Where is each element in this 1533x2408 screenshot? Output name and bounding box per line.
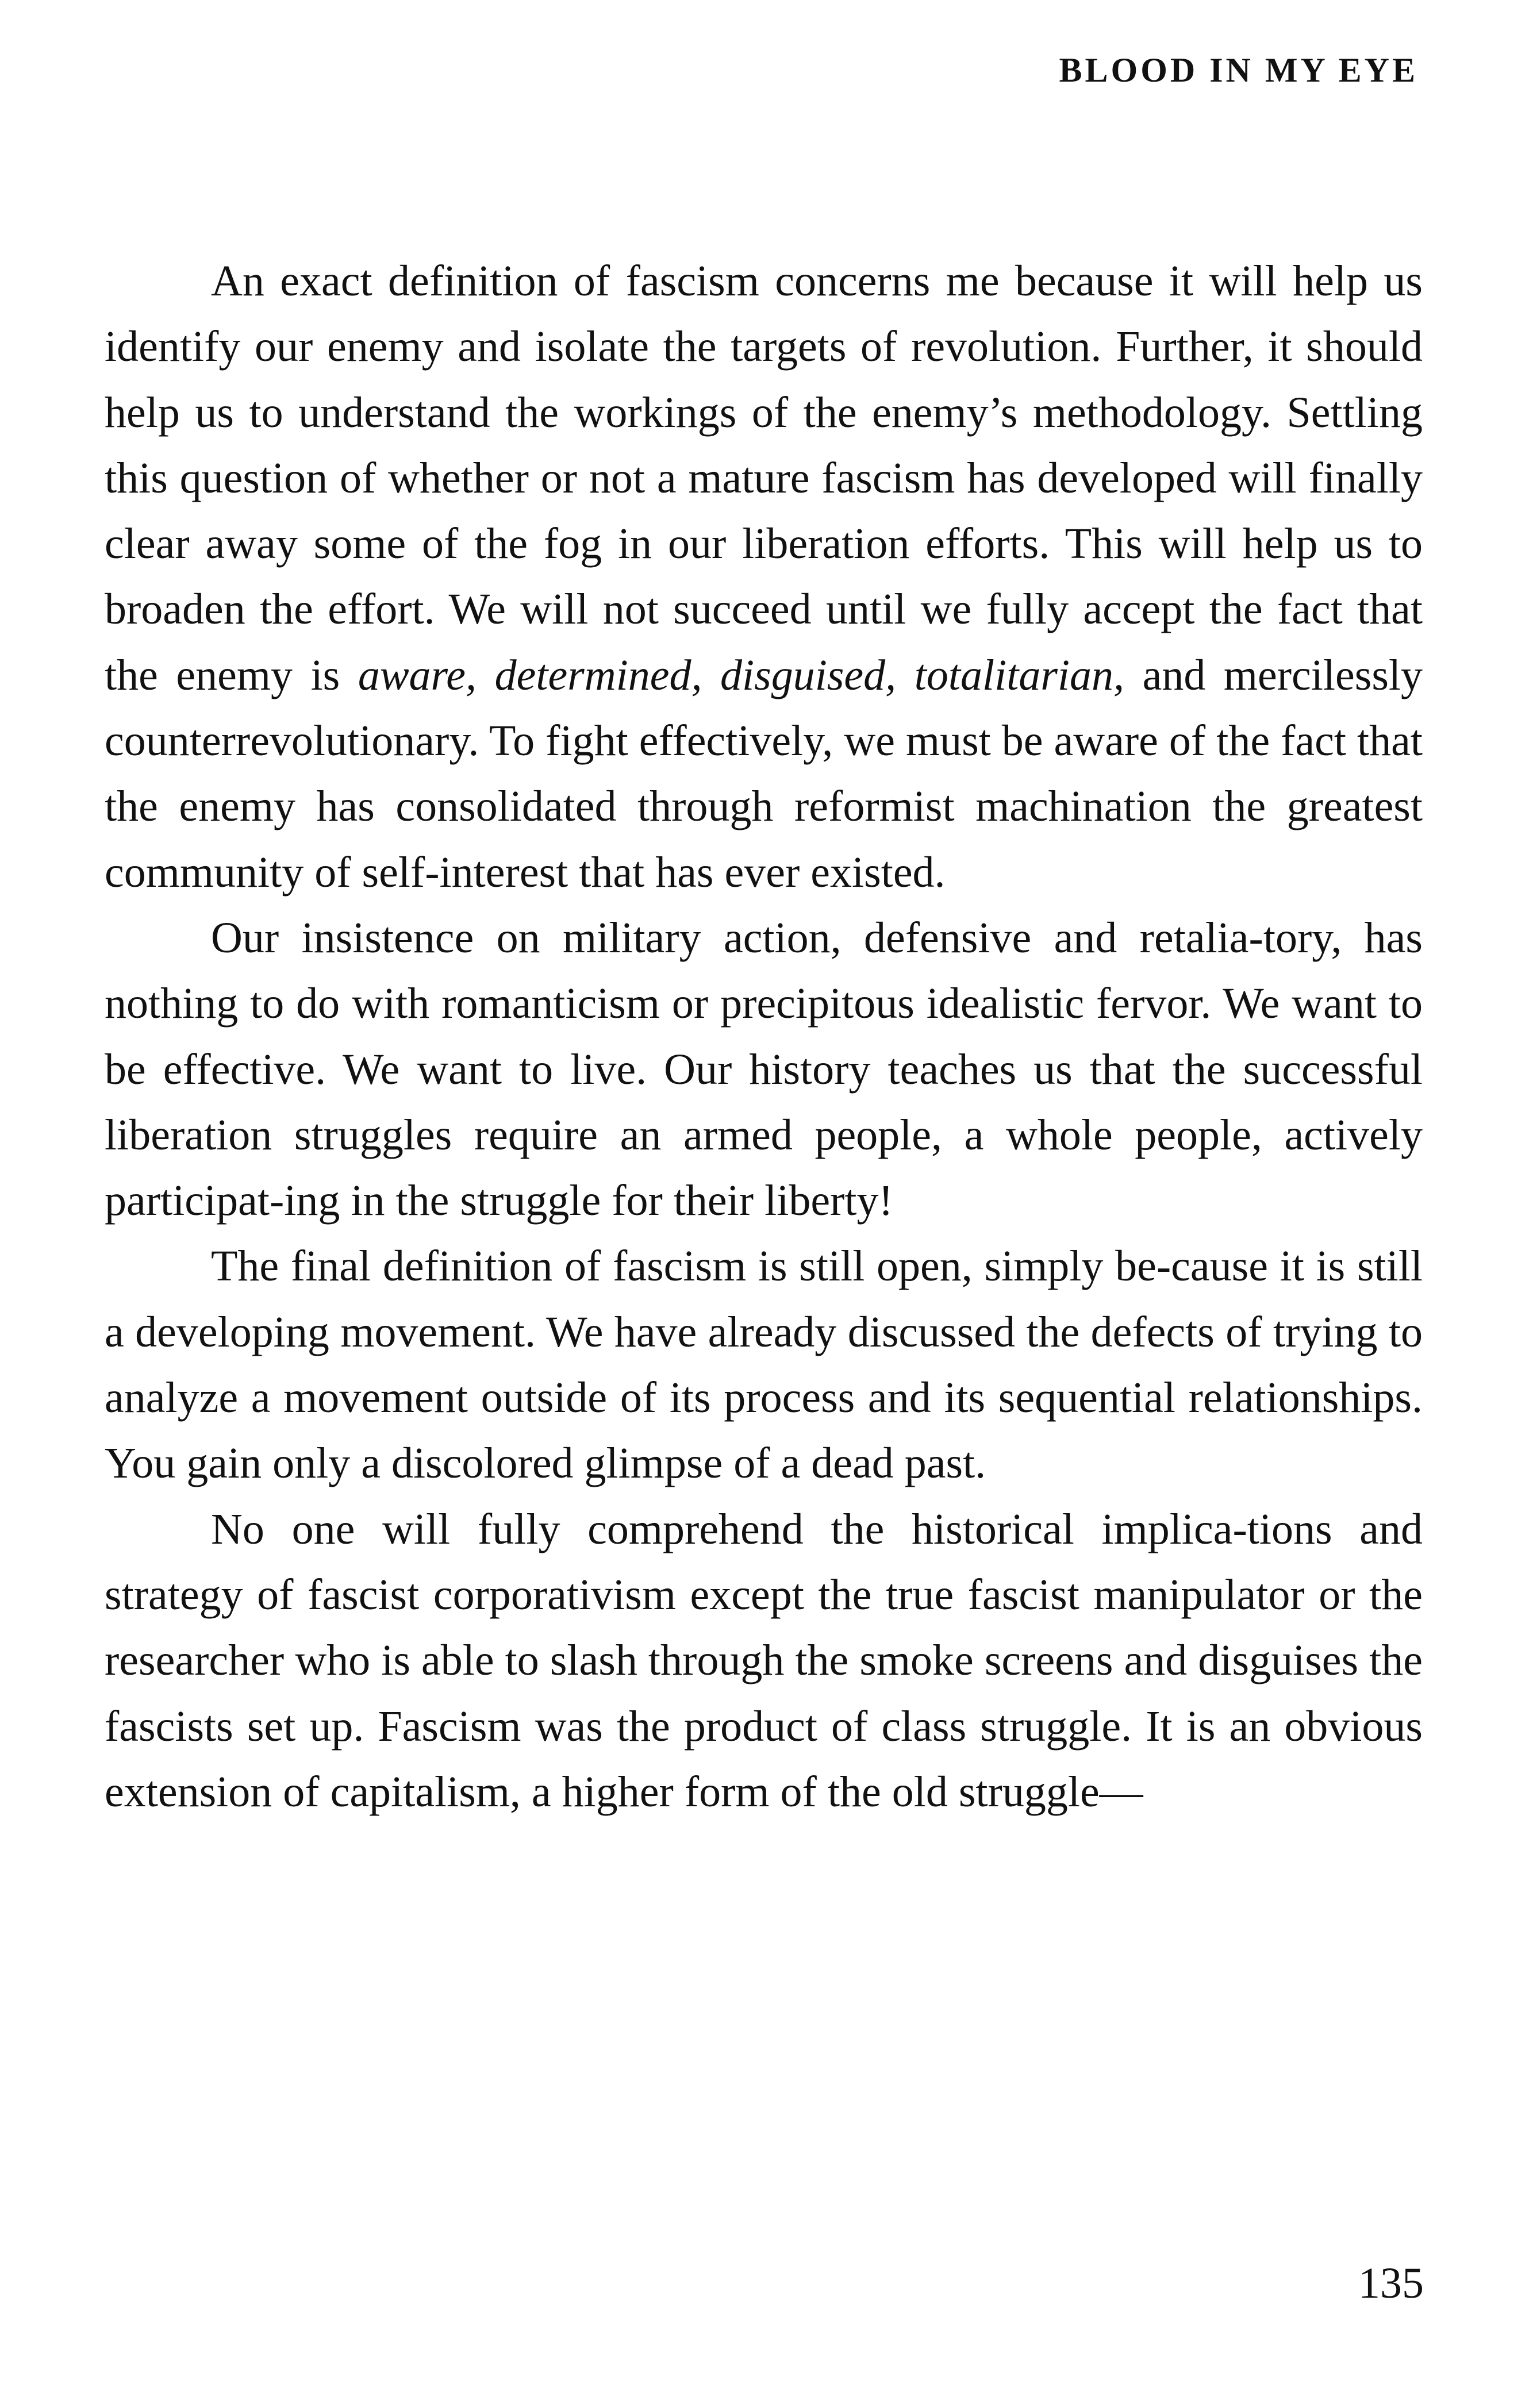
paragraph-3: The final definition of fascism is still open, simply be-cause it is still a developing movement. We have already discussed the defects of trying to analyze a movement outside of its process and its sequential relationships. You gain only a discolored glimpse of a dead past.: [105, 1242, 1423, 1488]
paragraph-1-text-b: and mercilessly counterrevolutionary. To fight effectively, we must be aware of the fact that the enemy has consolidated through reformist machination the greatest community of self-interest that has ever existed.: [105, 651, 1423, 897]
paragraph-1-emphasis: aware, determined, disguised, totalitarian,: [358, 651, 1125, 699]
paragraph-1: [105, 248, 1423, 905]
page-number: 135: [1358, 2259, 1424, 2307]
paragraph-1-text-a: An exact definition of fascism concerns me because it will help us identify our enemy and isolate the targets of revolution. Further, it should help us to understand the workings of the enemy’s methodology. Settling this question of whether or not a mature fascism has developed will finally clear away some of the fog in our liberation efforts. This will help us to broaden the effort. We will not succeed until we fully accept the fact that the enemy is: [105, 257, 1423, 699]
paragraph-4: No one will fully comprehend the historical implica-tions and strategy of fascist corporativism except the true fascist manipulator or the researcher who is able to slash through the smoke screens and disguises the fascists set up. Fascism was the product of class struggle. It is an obvious extension of capitalism, a higher form of the old struggle—: [105, 1505, 1423, 1816]
paragraph-2: Our insistence on military action, defensive and retalia-tory, has nothing to do with romanticism or precipitous idealistic fervor. We want to be effective. We want to live. Our history teaches us that the successful liberation struggles require an armed people, a whole people, actively participat-ing in the struggle for their liberty!: [105, 913, 1423, 1225]
running-head: BLOOD IN MY EYE: [1059, 51, 1418, 89]
body-text: [105, 248, 1423, 1825]
